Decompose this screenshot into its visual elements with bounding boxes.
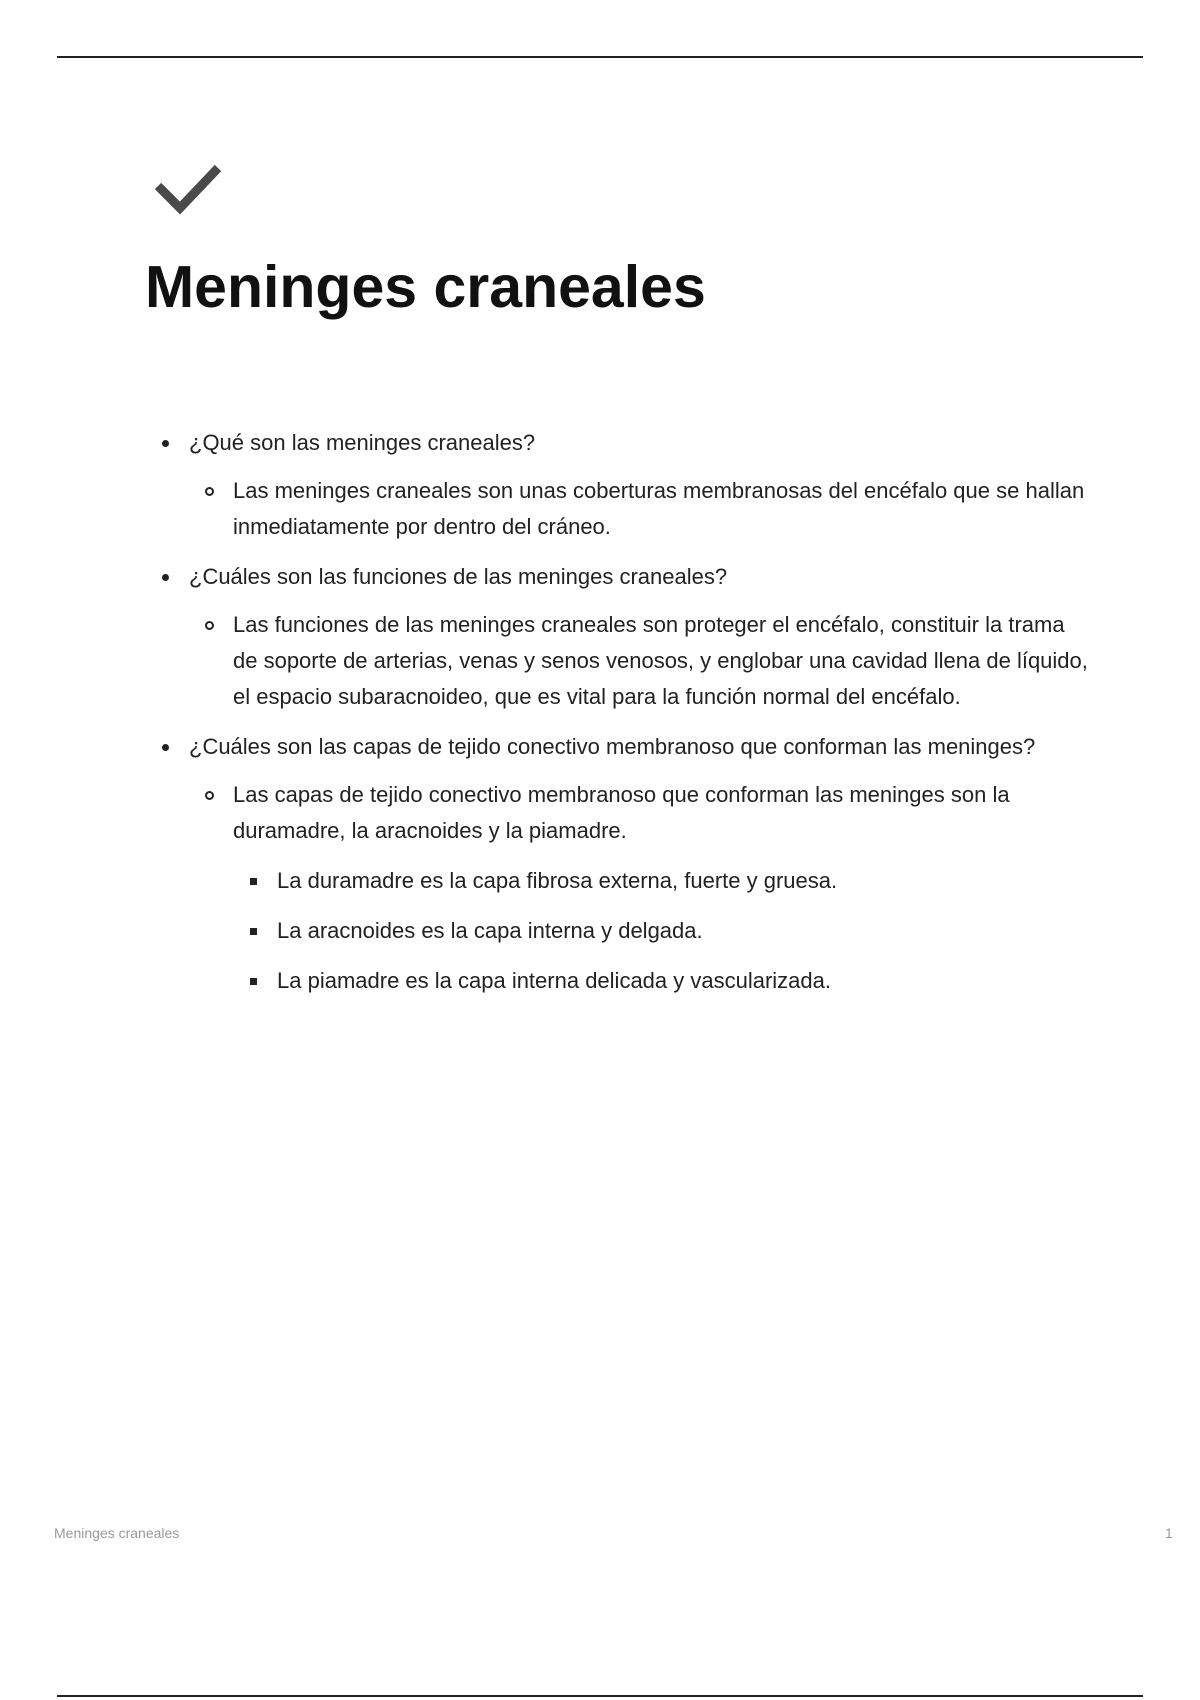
question-text: ¿Qué son las meninges craneales? [189, 430, 536, 455]
answer-text: Las meninges craneales son unas coberturas membranosas del encéfalo que se hallan inmediatamente por dentro del cráneo. [233, 478, 1085, 539]
answer-text: Las capas de tejido conectivo membranoso que conforman las meninges son la duramadre, la aracnoides y la piamadre. [233, 782, 1010, 843]
list-item [233, 963, 1095, 999]
page-number: 1 [1165, 1525, 1173, 1541]
check-icon [152, 160, 224, 220]
detail-text: La duramadre es la capa fibrosa externa, fuerte y gruesa. [277, 868, 838, 893]
list-item [145, 559, 1095, 715]
list-item [145, 729, 1095, 999]
question-text: ¿Cuáles son las funciones de las meninges craneales? [189, 564, 728, 589]
footer-title: Meninges craneales [54, 1525, 180, 1541]
list-item [233, 913, 1095, 949]
bottom-rule [57, 1695, 1143, 1697]
list-item [189, 607, 1095, 715]
detail-list [233, 863, 1095, 999]
document-body [145, 425, 1095, 1013]
answer-list [189, 473, 1095, 545]
answer-list [189, 607, 1095, 715]
detail-text: La aracnoides es la capa interna y delgada. [277, 918, 703, 943]
top-rule [57, 56, 1143, 58]
question-list [145, 425, 1095, 999]
page-title: Meninges craneales [145, 254, 706, 320]
list-item [145, 425, 1095, 545]
list-item [189, 777, 1095, 999]
list-item [189, 473, 1095, 545]
list-item [233, 863, 1095, 899]
question-text: ¿Cuáles son las capas de tejido conectivo membranoso que conforman las meninges? [189, 734, 1036, 759]
answer-text: Las funciones de las meninges craneales son proteger el encéfalo, constituir la trama de soporte de arterias, venas y senos venosos, y englobar una cavidad llena de líquido, el espacio subaracnoideo, que es vital para la función normal del encéfalo. [233, 612, 1088, 709]
detail-text: La piamadre es la capa interna delicada y vascularizada. [277, 968, 831, 993]
answer-list [189, 777, 1095, 999]
